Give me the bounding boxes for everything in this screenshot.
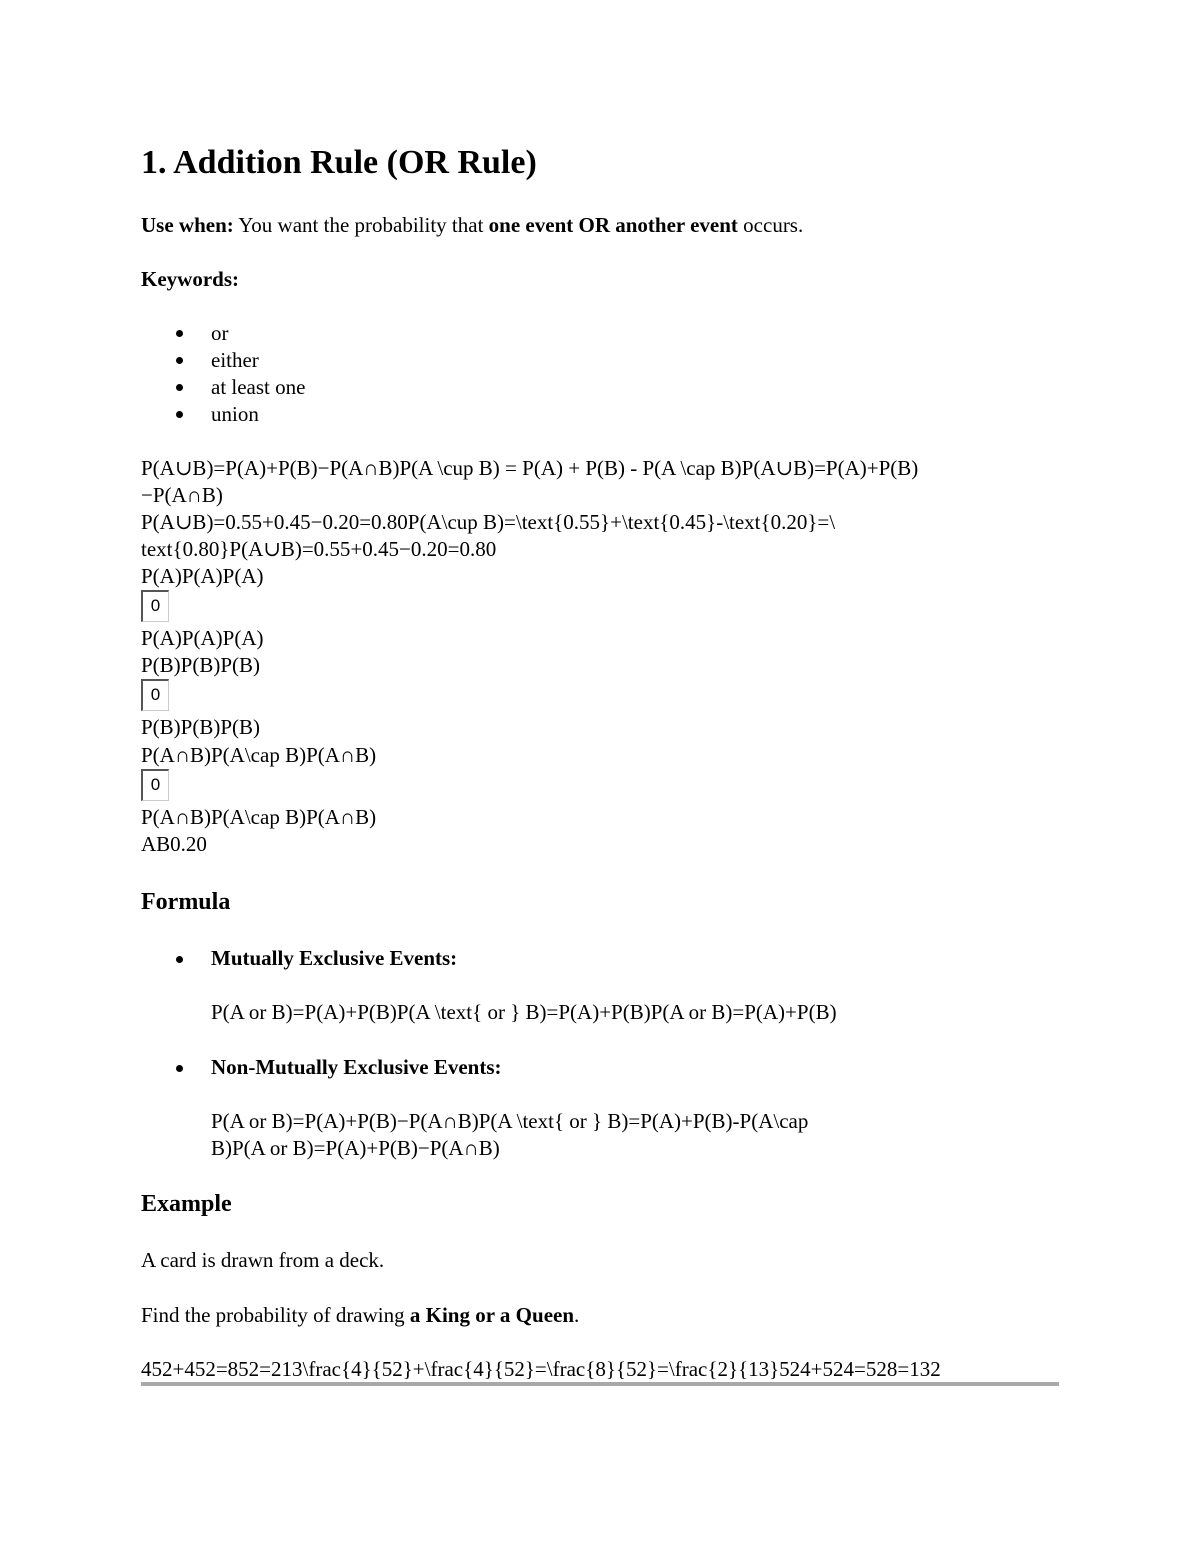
- use-when-line: [141, 212, 803, 239]
- bullet-dot: [176, 384, 183, 391]
- example-question: [141, 1302, 579, 1329]
- bullet-dot: [176, 956, 183, 963]
- non-mutually-formula-line: P(A or B)=P(A)+P(B)−P(A∩B)P(A \text{ or } B)=P(A)+P(B)-P(A\cap: [211, 1109, 809, 1133]
- keyword-item: or: [211, 321, 229, 345]
- use-when-bold: one event OR another event: [488, 213, 738, 237]
- keyword-item: union: [211, 402, 259, 426]
- math-line: text{0.80}P(A∪B)=0.55+0.45−0.20=0.80: [141, 537, 497, 561]
- non-mutually-formula-line: B)P(A or B)=P(A)+P(B)−P(A∩B): [211, 1136, 500, 1160]
- math-line: P(A∪B)=P(A)+P(B)−P(A∩B)P(A \cup B) = P(A) + P(B) - P(A \cap B)P(A∪B)=P(A)+P(B): [141, 456, 919, 480]
- bullet-dot: [176, 357, 183, 364]
- pab-input-box[interactable]: 0: [141, 769, 169, 801]
- pab-label: P(A∩B)P(A\cap B)P(A∩B): [141, 743, 377, 767]
- formula-heading: Formula: [141, 889, 231, 915]
- example-question-pre: Find the probability of drawing: [141, 1303, 405, 1327]
- mutually-exclusive-formula: P(A or B)=P(A)+P(B)P(A \text{ or } B)=P(A)+P(B)P(A or B)=P(A)+P(B): [211, 1000, 837, 1024]
- pa-label: P(A)P(A)P(A): [141, 564, 264, 588]
- math-line: −P(A∩B): [141, 483, 223, 507]
- bullet-dot: [176, 1065, 183, 1072]
- pa-label-repeat: P(A)P(A)P(A): [141, 626, 264, 650]
- section-title: 1. Addition Rule (OR Rule): [141, 144, 537, 181]
- keyword-item: either: [211, 348, 259, 372]
- use-when-pre: You want the probability that: [238, 213, 484, 237]
- use-when-label: Use when:: [141, 213, 234, 237]
- example-heading: Example: [141, 1191, 232, 1217]
- example-line: A card is drawn from a deck.: [141, 1248, 385, 1272]
- horizontal-scrollbar[interactable]: [141, 1382, 1059, 1386]
- example-question-post: .: [574, 1303, 580, 1327]
- pb-label-repeat: P(B)P(B)P(B): [141, 715, 261, 739]
- pb-label: P(B)P(B)P(B): [141, 653, 261, 677]
- keywords-label: Keywords:: [141, 267, 239, 291]
- non-mutually-exclusive-label: Non-Mutually Exclusive Events:: [211, 1055, 502, 1079]
- pa-input-box[interactable]: 0: [141, 590, 169, 622]
- bullet-dot: [176, 330, 183, 337]
- example-question-bold: a King or a Queen: [409, 1303, 575, 1327]
- bullet-dot: [176, 411, 183, 418]
- ab-value-line: AB0.20: [141, 832, 207, 856]
- pab-label-repeat: P(A∩B)P(A\cap B)P(A∩B): [141, 805, 377, 829]
- pb-input-box[interactable]: 0: [141, 679, 169, 711]
- example-calculation: 452+452=852=213\frac{4}{52}+\frac{4}{52}=\frac{8}{52}=\frac{2}{13}524+524=528=132: [141, 1357, 941, 1381]
- use-when-post: occurs.: [743, 213, 804, 237]
- mutually-exclusive-label: Mutually Exclusive Events:: [211, 946, 458, 970]
- keyword-item: at least one: [211, 375, 306, 399]
- math-line: P(A∪B)=0.55+0.45−0.20=0.80P(A\cup B)=\text{0.55}+\text{0.45}-\text{0.20}=\: [141, 510, 836, 534]
